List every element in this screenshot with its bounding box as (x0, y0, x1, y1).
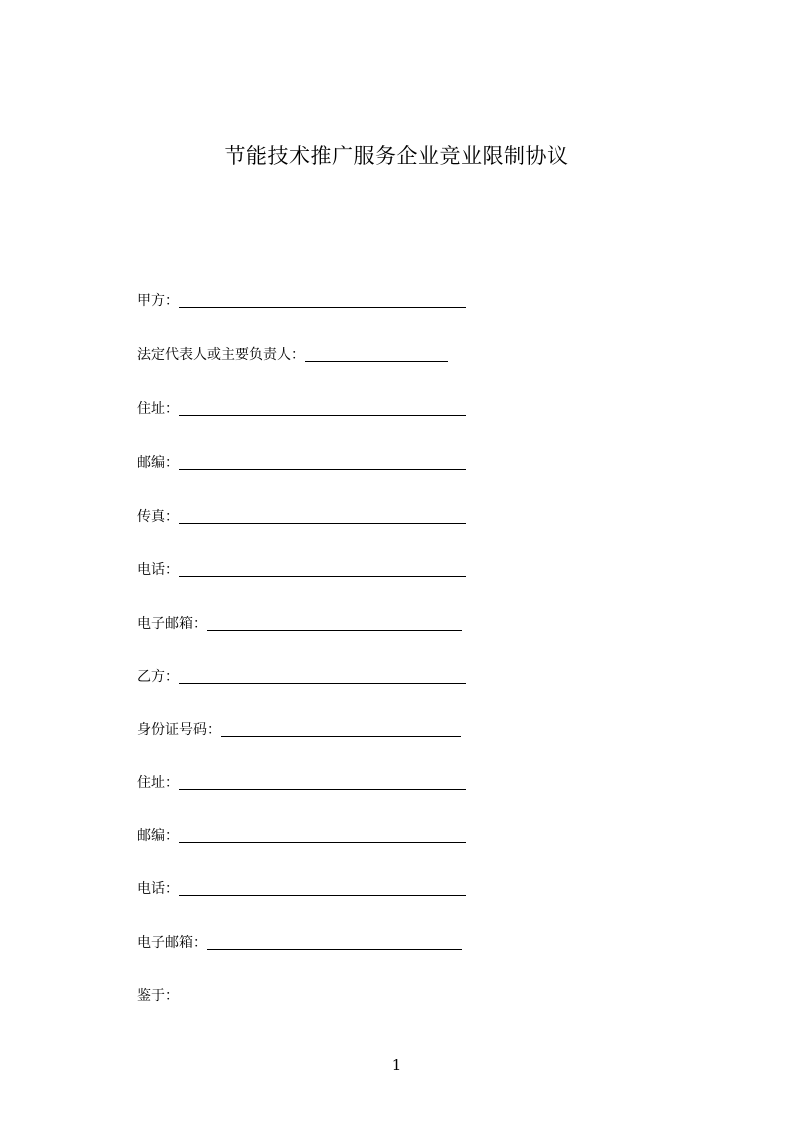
legal-representative-blank[interactable] (305, 360, 448, 362)
party-a-postcode-field (137, 451, 466, 473)
party-a-fax-blank[interactable] (179, 522, 466, 524)
party-a-address-field (137, 397, 466, 419)
party-a-blank[interactable] (179, 306, 466, 308)
party-b-phone-blank[interactable] (179, 894, 466, 896)
party-b-label: 乙方： (137, 669, 179, 685)
id-number-blank[interactable] (221, 735, 461, 737)
party-b-postcode-label: 邮编： (137, 828, 179, 844)
party-b-address-label: 住址： (137, 775, 179, 791)
party-b-email-label: 电子邮箱： (137, 935, 207, 951)
party-b-phone-label: 电话： (137, 881, 179, 897)
party-a-address-blank[interactable] (179, 414, 466, 416)
party-a-email-blank[interactable] (207, 629, 462, 631)
party-a-email-label: 电子邮箱： (137, 616, 207, 632)
party-a-label: 甲方： (137, 293, 179, 309)
legal-representative-label: 法定代表人或主要负责人： (137, 347, 305, 363)
party-b-email-blank[interactable] (207, 948, 462, 950)
party-a-email-field (137, 612, 462, 634)
party-a-postcode-blank[interactable] (179, 468, 466, 470)
legal-representative-field (137, 343, 448, 365)
party-a-field (137, 289, 466, 311)
whereas-label: 鉴于： (137, 988, 179, 1004)
party-a-phone-blank[interactable] (179, 575, 466, 577)
id-number-label: 身份证号码： (137, 722, 221, 738)
party-b-phone-field (137, 877, 466, 899)
document-title: 节能技术推广服务企业竞业限制协议 (224, 144, 569, 168)
party-b-postcode-field (137, 824, 466, 846)
party-b-email-field (137, 931, 462, 953)
party-a-phone-field (137, 558, 466, 580)
party-b-address-blank[interactable] (179, 788, 466, 790)
party-b-field (137, 665, 466, 687)
party-a-postcode-label: 邮编： (137, 455, 179, 471)
party-a-fax-label: 传真： (137, 509, 179, 525)
party-b-address-field (137, 771, 466, 793)
party-b-blank[interactable] (179, 682, 466, 684)
party-a-fax-field (137, 505, 466, 527)
page-number: 1 (391, 1056, 402, 1074)
id-number-field (137, 718, 461, 740)
whereas-heading (137, 984, 179, 1006)
party-a-phone-label: 电话： (137, 562, 179, 578)
party-b-postcode-blank[interactable] (179, 841, 466, 843)
party-a-address-label: 住址： (137, 401, 179, 417)
